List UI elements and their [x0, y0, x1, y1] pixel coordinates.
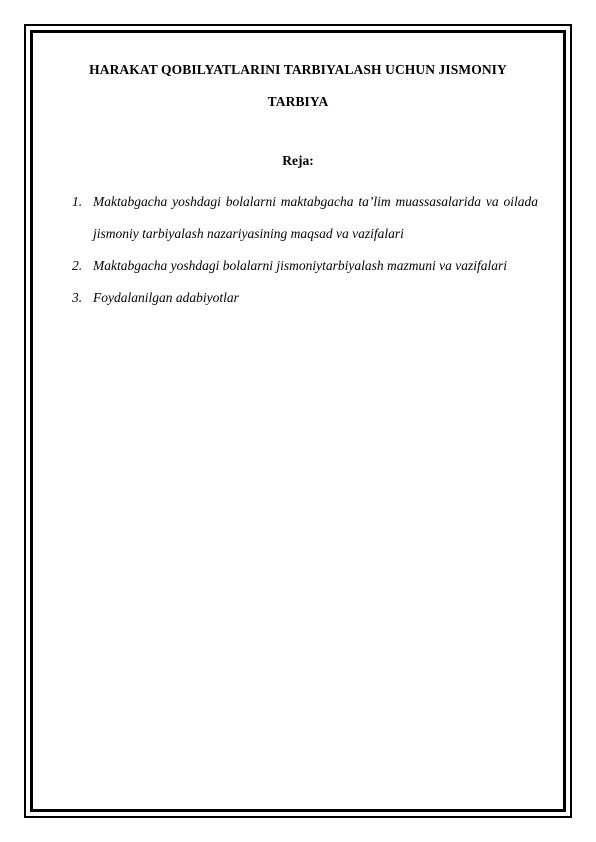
- plan-item-3: [72, 282, 538, 314]
- document-title-line-2: TARBIYA: [267, 94, 329, 109]
- plan-heading: Reja:: [282, 153, 314, 168]
- plan-item-text: Foydalanilgan adabiyotlar: [93, 290, 239, 305]
- document-title-line-1: HARAKAT QOBILYATLARINI TARBIYALASH UCHUN JISMONIY: [89, 62, 507, 77]
- page-border-inner: [30, 30, 566, 812]
- plan-item-2: [72, 250, 538, 282]
- plan-item-number: 2.: [72, 258, 83, 273]
- plan-item-1: [72, 186, 538, 250]
- plan-list: [72, 186, 538, 314]
- plan-item-number: 3.: [72, 290, 83, 305]
- plan-item-text: Maktabgacha yoshdagi bolalarni jismoniytarbiyalash mazmuni va vazifalari: [93, 258, 507, 273]
- plan-item-text: Maktabgacha yoshdagi bolalarni maktabgacha ta’lim muassasalarida va oilada jismoniy tarbiyalash nazariyasining maqsad va vazifalari: [93, 194, 538, 241]
- plan-item-number: 1.: [72, 194, 83, 209]
